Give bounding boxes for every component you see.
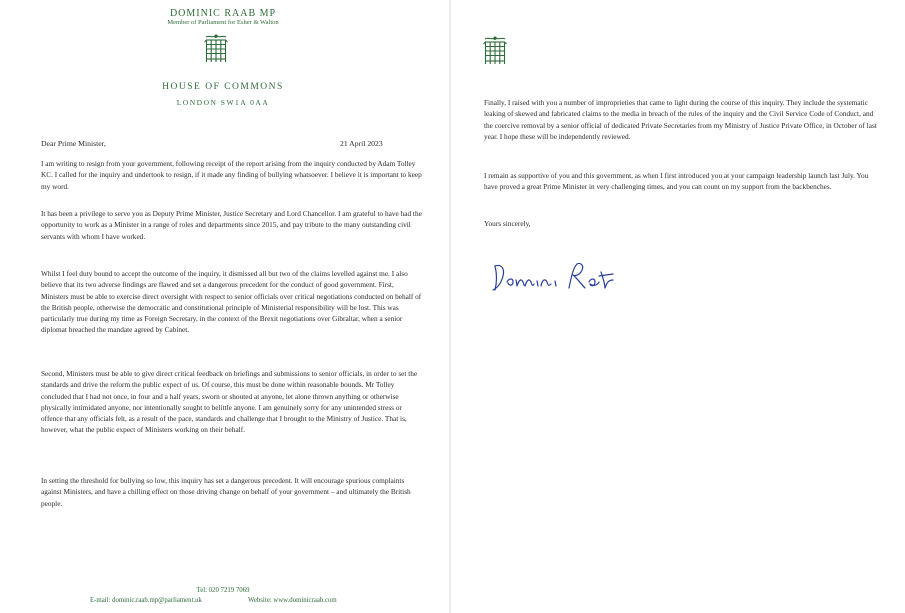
closing: Yours sincerely,	[484, 219, 531, 228]
paragraph: Finally, I raised with you a number of improprieties that came to light during the course of this inquiry. They include the systematic leaking of skewed and fabricated claims to the media in breach of the rules of the inquiry and the Civil Service Code of Conduct, and the coercive removal by a senior official of dedicated Private Secretaries from my Ministry of Justice Private Office, in October of last year. I hope these will be independently reviewed.	[484, 98, 877, 141]
signature-image	[489, 258, 629, 298]
address: LONDON SW1A 0AA	[176, 98, 270, 107]
page-divider	[449, 0, 451, 613]
letter-page-2	[455, 0, 905, 613]
portcullis-icon	[203, 34, 229, 64]
paragraph: In setting the threshold for bullying so low, this inquiry has set a dangerous precedent. It will encourage spurious complaints against Ministers, and have a chilling effect on those driving change on behalf of your government – and ultimately the British people.	[41, 476, 411, 508]
paragraph: I am writing to resign from your government, following receipt of the report arising from the inquiry conducted by Adam Tolley KC. I called for the inquiry and undertook to resign, if it made any finding of bullying whatsoever. I believe it is important to keep my word.	[41, 159, 422, 191]
footer-email: E-mail: dominic.raab.mp@parliament.uk	[90, 597, 202, 604]
paragraph: Whilst I feel duty bound to accept the outcome of the inquiry, it dismissed all but two of the claims levelled against me. I also believe that its two adverse findings are flawed and set a dangerous precedent for the conduct of good government. First, Ministers must be able to exercise direct oversight with respect to senior officials over critical negotiations conducted on behalf of the British people, otherwise the democratic and constitutional principle of Ministerial responsibility will be lost. This was particularly true during my time as Foreign Secretary, in the context of the Brexit negotiations over Gibraltar, when a senior diplomat breached the mandate agreed by Cabinet.	[41, 269, 422, 335]
salutation: Dear Prime Minister,	[41, 139, 106, 148]
letter-date: 21 April 2023	[340, 139, 383, 148]
paragraph: It has been a privilege to serve you as Deputy Prime Minister, Justice Secretary and Lord Chancellor. I am grateful to have had the opportunity to work as a Minister in a range of roles and departments since 2015, and pay tribute to the many outstanding civil servants with whom I have worked.	[41, 209, 422, 241]
house-of-commons: HOUSE OF COMMONS	[162, 82, 284, 92]
mp-name: DOMINIC RAAB MP	[169, 8, 277, 19]
paragraph: Second, Ministers must be able to give direct critical feedback on briefings and submissions to senior officials, in order to set the standards and drive the reform the public expect of us. Of course, this must be done within reasonable bounds. Mr Tolley concluded that I had not once, in four and a half years, sworn or shouted at anyone, let alone thrown anything or otherwise physically intimidated anyone, nor intentionally sought to belittle anyone. I am genuinely sorry for any unintended stress or offence that any officials felt, as a result of the pace, standards and challenge that I brought to the Ministry of Justice. That is, however, what the public expect of Ministers working on their behalf.	[41, 369, 418, 435]
mp-constituency: Member of Parliament for Esher & Walton	[167, 19, 279, 26]
footer-telephone: Tel: 020 7219 7069	[196, 587, 250, 594]
footer-website: Website: www.dominicraab.com	[248, 597, 337, 604]
portcullis-icon	[482, 36, 508, 66]
paragraph: I remain as supportive of you and this government, as when I first introduced you at your campaign leadership launch last July. You have proved a great Prime Minister in very challenging times, and you can count on my support from the backbenches.	[484, 171, 869, 192]
letter-page-1	[0, 0, 446, 613]
